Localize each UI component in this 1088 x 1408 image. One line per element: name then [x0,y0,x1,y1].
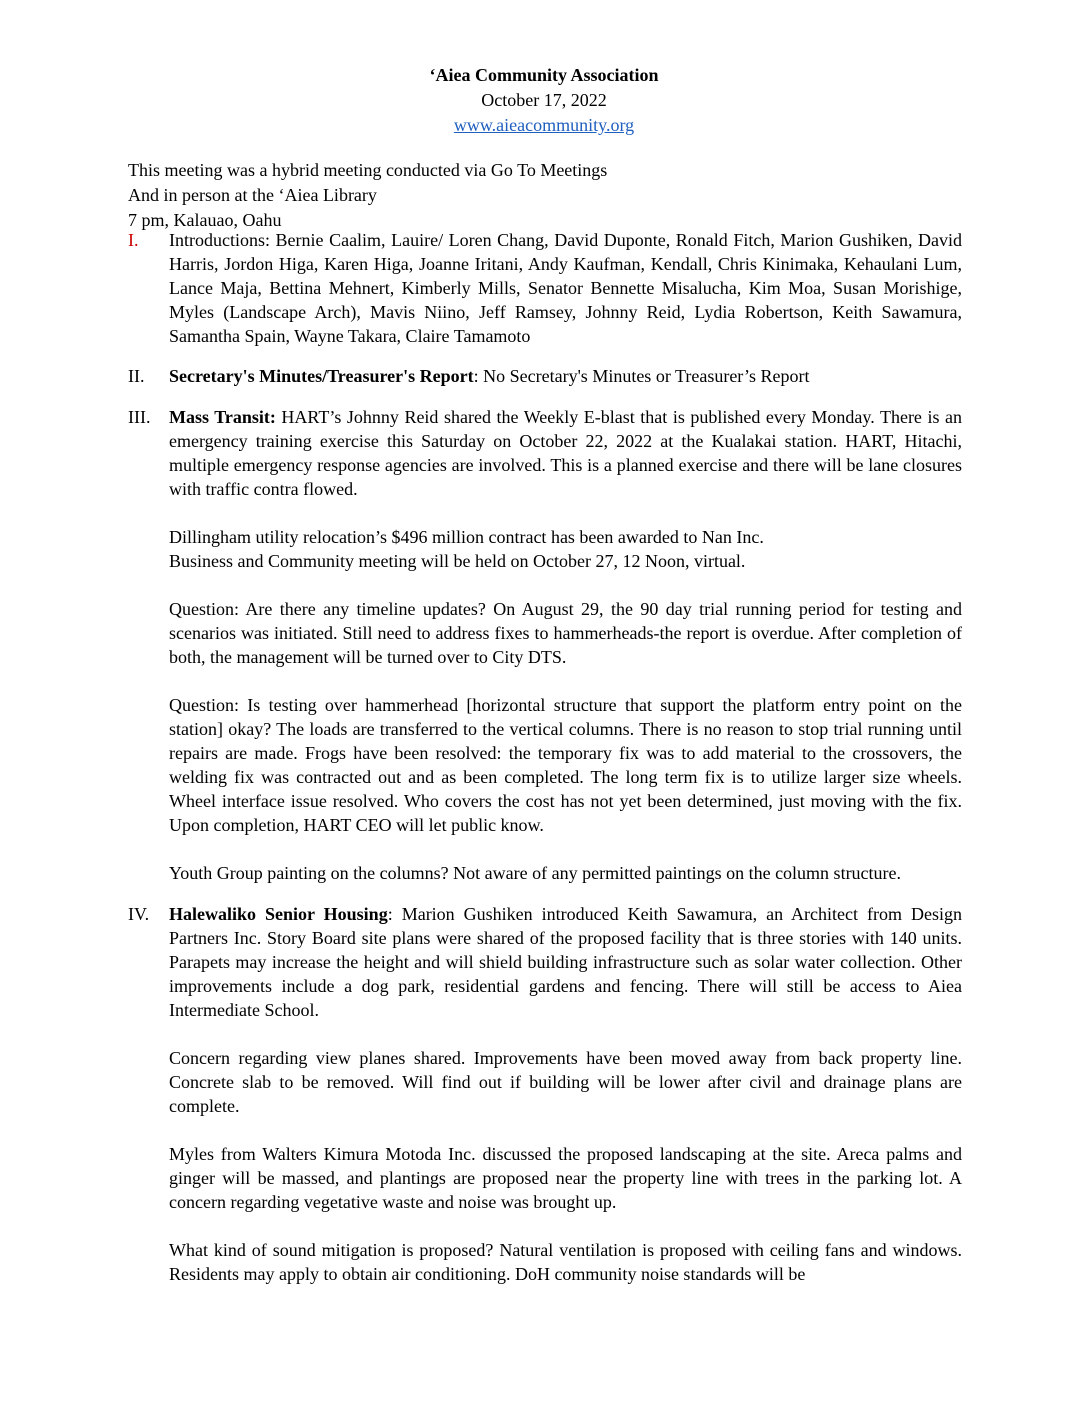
document-header [0,63,1088,138]
section-senior-housing [128,902,962,1286]
paragraph: Myles from Walters Kimura Motoda Inc. discussed the proposed landscaping at the site. Areca palms and ginger will be massed, and plantings are proposed near the property line with trees in the parking lot. A concern regarding vegetative waste and noise was brought up. [169,1144,962,1212]
paragraph: What kind of sound mitigation is proposed? Natural ventilation is proposed with ceiling fans and windows. Residents may apply to obtain air conditioning. DoH community noise standards will be [169,1240,962,1284]
section-number: I. [128,230,139,250]
agenda-sections [128,228,962,1286]
website-link[interactable]: www.aieacommunity.org [453,115,635,135]
paragraph: Dillingham utility relocation’s $496 million contract has been awarded to Nan Inc. [169,527,764,547]
paragraph: Question: Are there any timeline updates? On August 29, the 90 day trial running period for testing and scenarios was initiated. Still need to address fixes to hammerheads-the report is overdue. After completion of both, the management will be turned over to City DTS. [169,599,962,667]
section-heading: Mass Transit: [169,407,276,427]
organization-title: ‘Aiea Community Association [429,65,659,85]
intro-line: 7 pm, Kalauao, Oahu [128,210,282,230]
attendee-list: Introductions: Bernie Caalim, Lauire/ Loren Chang, David Duponte, Ronald Fitch, Marion Gushiken, David Harris, Jordon Higa, Karen Higa, Joanne Iritani, Andy Kaufman, Kendall, Chris Kinimaka, Kehaulani Lum, Lance Maja, Bettina Mehnert, Kimberly Mills, Senator Bennette Misalucha, Kim Moa, Susan Morishige, Myles (Landscape Arch), Mavis Niino, Jeff Ramsey, Johnny Reid, Lydia Robertson, Keith Sawamura, Samantha Spain, Wayne Takara, Claire Tamamoto [169,230,962,346]
section-number: IV. [128,904,150,924]
paragraph: Question: Is testing over hammerhead [horizontal structure that support the platform entry point on the station] okay? The loads are transferred to the vertical columns. There is no reason to stop trial running until repairs are made. Frogs have been resolved: the temporary fix was to add material to the crossovers, the welding fix was contracted out and as been completed. The long term fix is to utilize larger size wheels. Wheel interface issue resolved. Who covers the cost has not yet been determined, just moving with the fix. Upon completion, HART CEO will let public know. [169,695,962,835]
section-text: : No Secretary's Minutes or Treasurer’s Report [473,366,810,386]
paragraph: Concern regarding view planes shared. Improvements have been moved away from back property line. Concrete slab to be removed. Will find out if building will be lower after civil and drainage plans are complete. [169,1048,962,1116]
section-text: HART’s Johnny Reid shared the Weekly E-blast that is published every Monday. There is an emergency training exercise this Saturday on October 22, 2022 at the Kualakai station. HART, Hitachi, multiple emergency response agencies are involved. This is a planned exercise and there will be lane closures with traffic contra flowed. [169,407,962,499]
paragraph: Business and Community meeting will be held on October 27, 12 Noon, virtual. [169,551,746,571]
meeting-intro [128,158,607,233]
section-heading: Halewaliko Senior Housing [169,904,388,924]
section-text: : Marion Gushiken introduced Keith Sawamura, an Architect from Design Partners Inc. Story Board site plans were shared of the proposed facility that is three stories with 140 units. Parapets may increase the height and will shield building infrastructure such as solar water collection. Other improvements include a dog park, residential gardens and fencing. There will still be access to Aiea Intermediate School. [169,904,962,1020]
section-mass-transit [128,405,962,885]
section-secretary-minutes [128,364,962,388]
paragraph: Youth Group painting on the columns? Not aware of any permitted paintings on the column structure. [169,863,902,883]
section-number: III. [128,407,151,427]
intro-line: This meeting was a hybrid meeting conducted via Go To Meetings [128,160,608,180]
meeting-date: October 17, 2022 [481,90,607,110]
section-number: II. [128,366,145,386]
intro-line: And in person at the ‘Aiea Library [128,185,377,205]
section-heading: Secretary's Minutes/Treasurer's Report [169,366,474,386]
section-introductions [128,228,962,348]
